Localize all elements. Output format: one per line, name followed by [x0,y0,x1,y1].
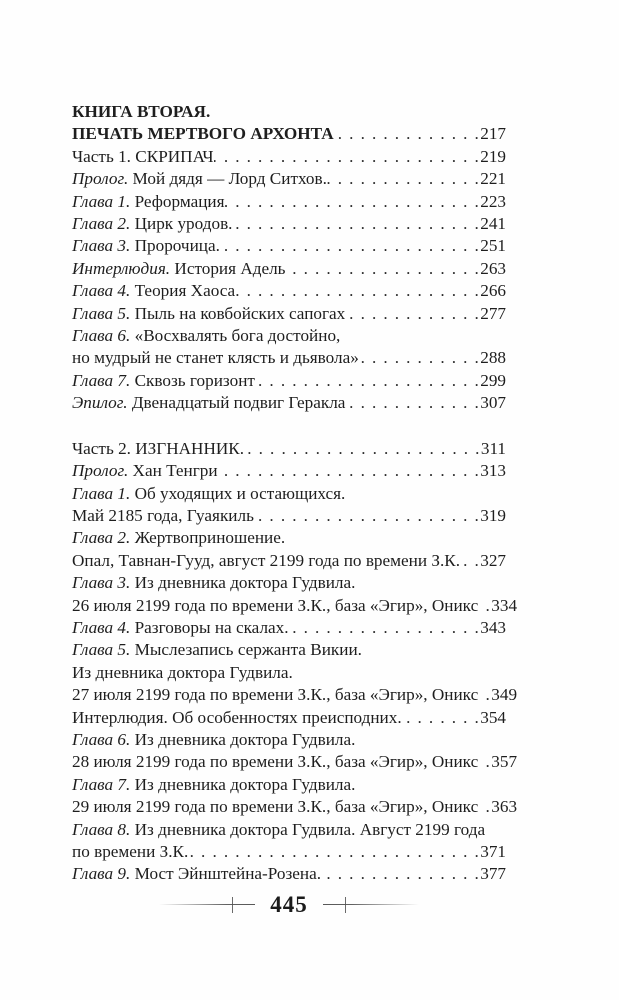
toc-entry-text: Сквозь горизонт [130,370,255,390]
toc-line [72,707,506,729]
toc-page-number: 377 [480,864,506,884]
toc-line [72,550,506,572]
dot-leader [188,841,480,863]
toc-line [72,258,506,280]
toc-line [72,347,506,369]
toc-line [72,235,506,257]
toc-page-number: 288 [480,348,506,368]
toc-entry-text: Глава 1. [72,191,131,211]
toc-entry-text: Интерлюдия. [72,258,171,278]
dot-leader [214,146,481,168]
toc-entry-text: Глава 5. [72,303,131,323]
toc-page-number: 319 [480,505,506,525]
toc-entry-text: Часть 1. СКРИПАЧ [72,146,214,166]
toc-entry-text: Жертвоприношение. [130,528,286,548]
footer-cross-left [232,897,234,913]
toc-line [72,213,506,235]
dot-leader [359,347,480,369]
toc-line [72,662,506,684]
toc-page-number: 277 [480,303,506,323]
toc-entry-text: Из дневника доктора Гудвила. [72,662,293,682]
dot-leader [218,460,481,482]
dot-leader [220,235,480,257]
toc-entry-text: Теория Хаоса [130,281,236,301]
toc-entry-text: Из дневника доктора Гудвила. [130,573,356,593]
toc-line [72,280,506,302]
toc-line [72,168,506,190]
toc-page-number: 307 [480,393,506,413]
toc-page-number: 371 [480,842,506,861]
toc-page-number: 354 [480,707,506,727]
toc-entry-text: Глава 2. [72,214,131,234]
toc-entry-text: Цирк уродов. [130,214,233,234]
toc-line [72,460,506,482]
toc-line [72,617,506,639]
toc-entry-text: Из дневника доктора Гудвила. [130,774,356,794]
toc-entry-text: Глава 3. [72,236,131,256]
dot-leader [402,707,481,729]
toc-page-number: 263 [480,258,506,278]
toc-page-number: 357 [491,752,518,772]
toc-line [72,325,506,347]
page-footer [72,893,506,916]
toc-entry-text: Разговоры на скалах. [130,617,289,637]
dot-leader [235,280,480,302]
dot-leader [345,303,480,325]
footer-cross-right [345,897,347,913]
toc-entry-text: Пролог. [72,461,129,481]
toc-page-number: 363 [491,797,518,817]
toc-entry-text: Двенадцатый подвиг Геракла [127,393,346,413]
toc-entry-text: Из дневника доктора Гудвила. Август 2199 года [130,819,486,839]
toc-entry-text: 26 июля 2199 года по времени З.К., база «Эгир», Оникс [72,595,479,615]
toc-line [72,505,506,527]
toc-entry-text: Мост Эйнштейна-Розена. [130,864,322,884]
toc-entry-text: Глава 9. [72,864,131,884]
footer-rule-right [323,904,419,905]
toc-page-number: 334 [491,595,518,615]
toc-entry-text: но мудрый не станет клясть и дьявола» [72,348,359,368]
toc-entry-text: 28 июля 2199 года по времени З.К., база «Эгир», Оникс [72,752,479,772]
toc-entry-text: Интерлюдия. Об особенностях преисподних. [72,707,402,727]
toc-line [72,146,506,168]
toc-entry-text: Май 2185 года, Гуаякиль [72,505,254,525]
dot-leader [244,438,481,460]
toc-line [72,796,518,818]
toc-entry-text: ПЕЧАТЬ МЕРТВОГО АРХОНТА [72,124,334,144]
toc-line [72,841,506,863]
toc-line [72,595,518,617]
toc-entry-text: Об уходящих и остающихся. [130,483,346,503]
toc-line [72,572,506,594]
dot-leader [254,505,480,527]
toc-page-number: 299 [480,370,506,390]
toc-page-number: 327 [480,550,506,570]
toc-entry-text: Пророчица. [130,236,220,256]
toc-entry-text: Глава 8. [72,819,131,839]
dot-leader [289,617,481,639]
page-number: 445 [270,892,308,917]
toc-line [72,639,506,661]
toc-entry-text: Глава 2. [72,528,131,548]
toc-page-number: 241 [480,214,506,234]
footer-rule-left [159,904,255,905]
toc-entry-text: Реформация [130,191,225,211]
toc-page-number: 349 [491,685,518,705]
toc-entry-text: 29 июля 2199 года по времени З.К., база «Эгир», Оникс [72,797,479,817]
toc-entry-text: История Адель [170,258,286,278]
toc-line [72,303,506,325]
toc-page-number: 251 [480,236,506,256]
toc-page-number: 223 [480,191,506,211]
toc-line [72,123,506,145]
toc-entry-text: Эпилог. [72,393,128,413]
toc-entry-text: Мой дядя — Лорд Ситхов. [128,169,327,189]
toc-line [72,370,506,392]
dot-leader [232,213,480,235]
toc-page-number: 217 [480,124,506,144]
dot-leader [286,258,481,280]
toc-entry-text: Глава 1. [72,483,131,503]
dot-leader [478,796,491,818]
toc-line [72,774,506,796]
dot-leader [478,595,491,617]
toc-line [72,863,506,885]
toc-entry-text: Из дневника доктора Гудвила. [130,729,356,749]
toc-page-number: 221 [480,169,506,189]
toc-line [72,392,506,414]
toc-line [72,101,506,123]
toc-line [72,438,506,460]
toc-page-number: 311 [480,438,506,458]
toc-line [72,191,506,213]
toc-entry-text: Опал, Тавнан-Гууд, август 2199 года по времени З.К. [72,550,461,570]
toc-page-number: 266 [480,281,506,301]
dot-leader [334,123,481,145]
toc-entry-text: Глава 7. [72,370,131,390]
toc-entry-text: Глава 5. [72,640,131,660]
toc-entry-text: Глава 4. [72,617,131,637]
toc-line [72,751,518,773]
toc-entry-text: Пыль на ковбойских сапогах [130,303,346,323]
toc-entry-text: Мыслезапись сержанта Викии. [130,640,362,660]
toc-entry-text: Глава 7. [72,774,131,794]
toc-entry-text: Часть 2. ИЗГНАННИК. [72,438,245,458]
dot-leader [478,751,491,773]
dot-leader [321,863,480,885]
toc-line [72,527,506,549]
toc-page-number: 313 [480,461,506,481]
toc-entry-text: 27 июля 2199 года по времени З.К., база «Эгир», Оникс [72,685,479,705]
toc-entry-text: Пролог. [72,169,129,189]
dot-leader [327,168,480,190]
toc-line [72,819,506,841]
toc-line [72,729,506,751]
toc-line [72,684,518,706]
toc-entry-text: КНИГА ВТОРАЯ. [72,102,211,121]
dot-leader [460,550,480,572]
toc-entry-text: Глава 4. [72,281,131,301]
toc-page-number: 343 [480,617,506,637]
toc-line [72,483,506,505]
dot-leader [255,370,480,392]
toc-entry-text: Глава 3. [72,573,131,593]
dot-leader [345,392,480,414]
toc-entry-text: Хан Тенгри [128,461,218,481]
toc-page-number: 219 [480,146,506,166]
toc-entry-text: Глава 6. [72,729,131,749]
dot-leader [478,684,491,706]
table-of-contents [72,101,518,886]
dot-leader [225,191,481,213]
toc-entry-text: «Восхвалять бога достойно, [130,326,341,346]
toc-entry-text: Глава 6. [72,326,131,346]
toc-entry-text: по времени З.К. [72,842,189,861]
